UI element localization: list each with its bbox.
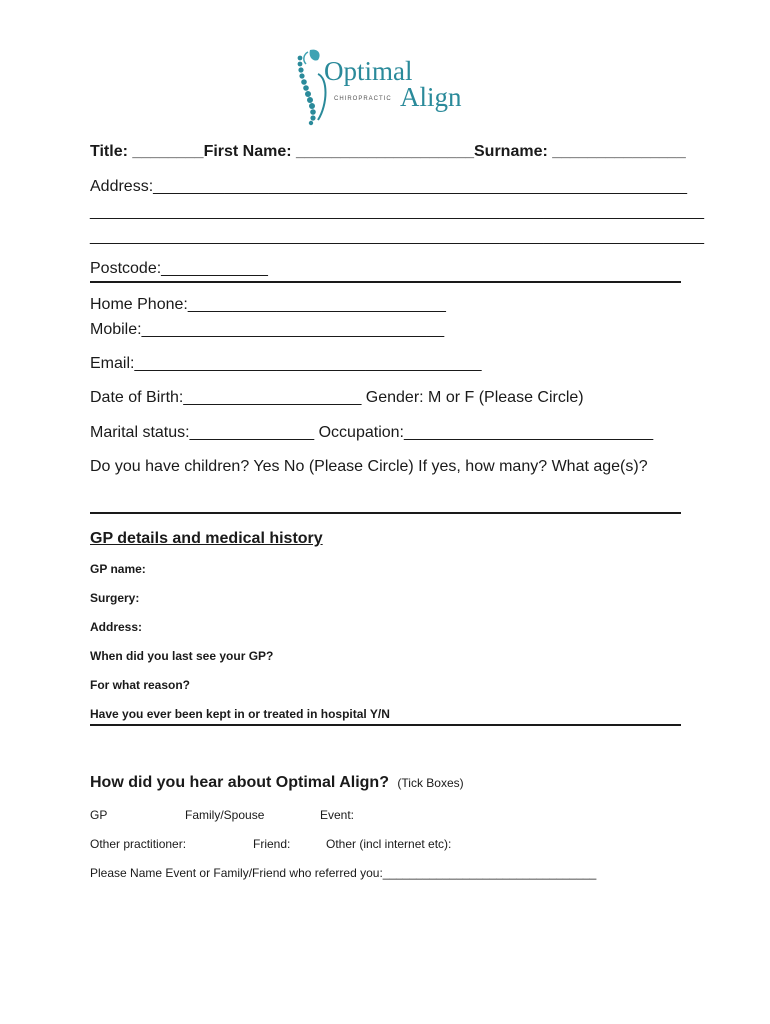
referral-option-other-practitioner[interactable]: Other practitioner:	[90, 837, 187, 851]
referral-heading-row	[90, 774, 464, 792]
mobile-field[interactable]: Mobile:__________________________________	[90, 321, 445, 338]
referral-heading: How did you hear about Optimal Align?	[90, 774, 389, 791]
referral-option-friend[interactable]: Friend:	[253, 837, 291, 851]
email-field[interactable]: Email:_______________________________________	[90, 355, 482, 372]
logo-tagline: CHIROPRACTIC	[334, 96, 392, 102]
referral-heading-note: (Tick Boxes)	[397, 776, 464, 790]
surgery-label[interactable]: Surgery:	[90, 591, 140, 605]
gp-section-heading: GP details and medical history	[90, 530, 323, 547]
logo-name-bottom: Align	[400, 82, 462, 112]
children-question[interactable]: Do you have children? Yes No (Please Circle) If yes, how many? What age(s)?	[90, 458, 648, 475]
last-seen-gp-label[interactable]: When did you last see your GP?	[90, 649, 274, 663]
gp-reason-label[interactable]: For what reason?	[90, 678, 191, 692]
section-divider	[90, 724, 681, 726]
section-divider	[90, 281, 681, 283]
home-phone-field[interactable]: Home Phone:_____________________________	[90, 296, 446, 313]
referral-option-gp[interactable]: GP	[90, 808, 108, 822]
gp-name-label[interactable]: GP name:	[90, 562, 146, 576]
dob-gender-row[interactable]: Date of Birth:____________________ Gender: M or F (Please Circle)	[90, 389, 584, 406]
address-line-2[interactable]: _____________________________________________________________________	[90, 203, 704, 220]
address-field[interactable]: Address:____________________________________________________________	[90, 178, 688, 195]
marital-occupation-row[interactable]: Marital status:______________ Occupation:____________________________	[90, 424, 654, 441]
logo-name-top: Optimal	[324, 56, 413, 86]
address-line-3[interactable]: _____________________________________________________________________	[90, 228, 704, 245]
title-name-row[interactable]: Title: ________First Name: ____________________Surname: _______________	[90, 143, 686, 160]
referral-option-other[interactable]: Other (incl internet etc):	[326, 837, 452, 851]
referral-option-family[interactable]: Family/Spouse	[185, 808, 265, 822]
hospital-question[interactable]: Have you ever been kept in or treated in hospital Y/N	[90, 707, 390, 721]
section-divider	[90, 512, 681, 514]
optimal-align-logo	[288, 44, 488, 134]
postcode-field[interactable]: Postcode:____________	[90, 260, 268, 277]
referral-option-event[interactable]: Event:	[320, 808, 355, 822]
gp-address-label[interactable]: Address:	[90, 620, 143, 634]
referrer-name-field[interactable]: Please Name Event or Family/Friend who referred you:________________________________	[90, 866, 597, 880]
